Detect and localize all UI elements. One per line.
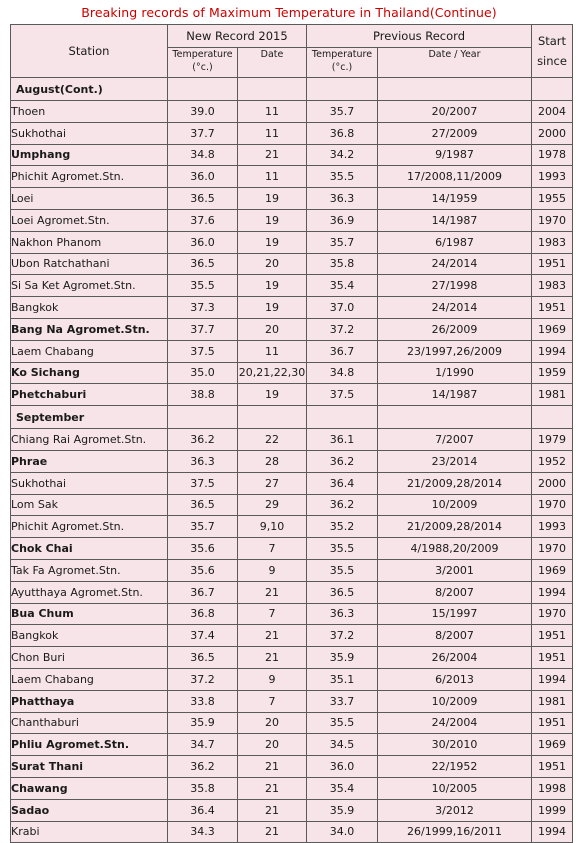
new-date-cell: 11 [238,101,307,123]
station-cell: Chawang [11,777,168,799]
new-temperature-cell: 36.0 [168,166,238,188]
previous-date-cell: 10/2009 [378,690,532,712]
table-row [11,538,573,560]
new-temperature-cell: 35.8 [168,777,238,799]
station-cell: Phichit Agromet.Stn. [11,516,168,538]
station-cell: Phrae [11,450,168,472]
new-temperature-cell: 36.0 [168,231,238,253]
page-title: Breaking records of Maximum Temperature in Thailand(Continue) [81,5,497,20]
section-row [11,78,573,101]
new-temperature-cell: 37.5 [168,340,238,362]
new-date-cell: 29 [238,494,307,516]
previous-date-cell: 23/2014 [378,450,532,472]
previous-temperature-cell: 35.9 [307,799,378,821]
previous-temperature-cell: 35.4 [307,275,378,297]
previous-temperature-cell: 34.5 [307,734,378,756]
table-body [11,78,573,843]
table-row [11,734,573,756]
new-date-cell: 21 [238,647,307,669]
previous-date-cell: 26/1999,16/2011 [378,821,532,843]
previous-temperature-cell: 35.5 [307,559,378,581]
table-row [11,777,573,799]
new-date-cell: 19 [238,188,307,210]
section-blank-cell [532,406,573,429]
table-row [11,690,573,712]
table-row [11,166,573,188]
new-temperature-cell: 36.2 [168,429,238,451]
new-temperature-cell: 37.7 [168,122,238,144]
previous-date-cell: 14/1959 [378,188,532,210]
table-row [11,472,573,494]
station-cell: Surat Thani [11,756,168,778]
table-row [11,188,573,210]
new-date-cell: 20 [238,318,307,340]
station-cell: Laem Chabang [11,668,168,690]
previous-temperature-cell: 36.3 [307,188,378,210]
previous-date-cell: 7/2007 [378,429,532,451]
new-date-cell: 21 [238,144,307,166]
section-blank-cell [307,78,378,101]
start-since-cell: 1978 [532,144,573,166]
station-cell: Ubon Ratchathani [11,253,168,275]
previous-date-cell: 20/2007 [378,101,532,123]
table-row [11,231,573,253]
table-row [11,209,573,231]
start-since-cell: 1994 [532,340,573,362]
previous-date-cell: 22/1952 [378,756,532,778]
station-cell: Si Sa Ket Agromet.Stn. [11,275,168,297]
start-since-cell: 1951 [532,756,573,778]
start-since-cell: 1999 [532,799,573,821]
section-label: September [11,406,168,429]
new-temperature-header [168,48,238,78]
new-temperature-cell: 36.5 [168,188,238,210]
previous-date-cell: 8/2007 [378,625,532,647]
previous-date-cell: 3/2012 [378,799,532,821]
new-temperature-cell: 35.9 [168,712,238,734]
table-row [11,603,573,625]
previous-date-cell: 21/2009,28/2014 [378,516,532,538]
section-blank-cell [378,406,532,429]
station-cell: Ko Sichang [11,362,168,384]
station-cell: Bua Chum [11,603,168,625]
previous-temperature-cell: 35.7 [307,101,378,123]
previous-date-cell: 9/1987 [378,144,532,166]
section-blank-cell [168,78,238,101]
table-row [11,122,573,144]
previous-date-cell: 8/2007 [378,581,532,603]
table-row [11,362,573,384]
table-row [11,668,573,690]
new-temperature-cell: 36.4 [168,799,238,821]
new-date-cell: 19 [238,275,307,297]
previous-date-cell: 10/2009 [378,494,532,516]
previous-temperature-cell: 35.5 [307,166,378,188]
previous-temperature-cell: 35.8 [307,253,378,275]
previous-temperature-cell: 35.1 [307,668,378,690]
previous-date-cell: 10/2005 [378,777,532,799]
new-date-cell: 28 [238,450,307,472]
records-table [10,24,573,843]
start-since-cell: 1951 [532,253,573,275]
start-since-cell: 1970 [532,538,573,560]
previous-date-cell: 30/2010 [378,734,532,756]
start-since-cell: 1994 [532,581,573,603]
temperature-unit: (°c.) [192,62,213,73]
table-row [11,144,573,166]
start-since-cell: 2004 [532,101,573,123]
start-since-cell: 1994 [532,821,573,843]
previous-temperature-cell: 36.2 [307,494,378,516]
new-temperature-cell: 34.8 [168,144,238,166]
new-temperature-cell: 37.3 [168,297,238,319]
station-cell: Chok Chai [11,538,168,560]
previous-temperature-cell: 35.4 [307,777,378,799]
new-date-cell: 9 [238,559,307,581]
previous-temperature-cell: 35.7 [307,231,378,253]
station-cell: Sukhothai [11,472,168,494]
new-date-cell: 19 [238,231,307,253]
new-date-cell: 19 [238,297,307,319]
previous-temperature-cell: 36.2 [307,450,378,472]
start-since-cell: 1981 [532,384,573,406]
new-temperature-cell: 33.8 [168,690,238,712]
section-label: August(Cont.) [11,78,168,101]
station-cell: Bang Na Agromet.Stn. [11,318,168,340]
station-cell: Loei [11,188,168,210]
station-cell: Bangkok [11,625,168,647]
table-row [11,756,573,778]
table-row [11,253,573,275]
section-blank-cell [238,78,307,101]
table-row [11,429,573,451]
new-date-cell: 19 [238,209,307,231]
previous-date-cell: 6/1987 [378,231,532,253]
station-cell: Laem Chabang [11,340,168,362]
new-temperature-cell: 35.5 [168,275,238,297]
previous-temperature-cell: 36.7 [307,340,378,362]
temperature-label: Temperature [311,49,373,60]
station-cell: Phichit Agromet.Stn. [11,166,168,188]
section-blank-cell [238,406,307,429]
station-cell: Phatthaya [11,690,168,712]
previous-temperature-cell: 35.2 [307,516,378,538]
new-date-cell: 9,10 [238,516,307,538]
table-row [11,516,573,538]
new-temperature-cell: 36.8 [168,603,238,625]
new-date-cell: 21 [238,625,307,647]
previous-date-cell: 17/2008,11/2009 [378,166,532,188]
new-date-cell: 11 [238,166,307,188]
previous-temperature-cell: 36.1 [307,429,378,451]
new-date-cell: 7 [238,538,307,560]
previous-record-header: Previous Record [307,25,532,48]
start-since-cell: 1970 [532,603,573,625]
table-row [11,821,573,843]
start-since-cell: 1969 [532,559,573,581]
station-cell: Chiang Rai Agromet.Stn. [11,429,168,451]
new-temperature-cell: 37.6 [168,209,238,231]
new-temperature-cell: 35.6 [168,538,238,560]
new-temperature-cell: 36.2 [168,756,238,778]
new-temperature-cell: 34.7 [168,734,238,756]
previous-date-cell: 26/2009 [378,318,532,340]
new-date-cell: 21 [238,581,307,603]
start-since-cell: 1955 [532,188,573,210]
table-row [11,799,573,821]
previous-temperature-cell: 37.2 [307,625,378,647]
start-since-cell: 1993 [532,166,573,188]
new-temperature-cell: 36.5 [168,494,238,516]
start-since-cell: 1981 [532,690,573,712]
new-temperature-cell: 34.3 [168,821,238,843]
table-row [11,647,573,669]
section-blank-cell [532,78,573,101]
previous-date-cell: 1/1990 [378,362,532,384]
new-record-header: New Record 2015 [168,25,307,48]
previous-temperature-cell: 37.2 [307,318,378,340]
new-date-header: Date [238,48,307,78]
section-blank-cell [307,406,378,429]
station-cell: Sukhothai [11,122,168,144]
previous-temperature-cell: 34.8 [307,362,378,384]
station-cell: Chon Buri [11,647,168,669]
previous-date-cell: 27/2009 [378,122,532,144]
previous-date-cell: 23/1997,26/2009 [378,340,532,362]
table-row [11,559,573,581]
new-date-cell: 27 [238,472,307,494]
new-temperature-cell: 35.7 [168,516,238,538]
new-date-cell: 11 [238,122,307,144]
previous-date-cell: 3/2001 [378,559,532,581]
station-cell: Bangkok [11,297,168,319]
new-date-cell: 7 [238,690,307,712]
table-row [11,581,573,603]
station-cell: Tak Fa Agromet.Stn. [11,559,168,581]
header-row-top [11,25,573,48]
previous-temperature-cell: 36.5 [307,581,378,603]
start-since-cell: 1970 [532,494,573,516]
start-since-cell: 1983 [532,275,573,297]
station-cell: Chanthaburi [11,712,168,734]
table-row [11,625,573,647]
previous-temperature-cell: 35.5 [307,538,378,560]
table-row [11,450,573,472]
new-temperature-cell: 37.2 [168,668,238,690]
section-row [11,406,573,429]
previous-temperature-cell: 36.4 [307,472,378,494]
start-since-header: Start since [532,25,573,78]
start-since-cell: 1951 [532,647,573,669]
table-row [11,340,573,362]
new-temperature-cell: 36.5 [168,647,238,669]
start-since-cell: 1951 [532,712,573,734]
new-date-cell: 22 [238,429,307,451]
new-date-cell: 20 [238,734,307,756]
start-since-cell: 1993 [532,516,573,538]
new-date-cell: 9 [238,668,307,690]
start-since-cell: 1969 [532,734,573,756]
start-since-cell: 2000 [532,472,573,494]
previous-date-cell: 14/1987 [378,384,532,406]
station-cell: Thoen [11,101,168,123]
previous-temperature-cell: 34.0 [307,821,378,843]
previous-date-cell: 27/1998 [378,275,532,297]
previous-date-cell: 24/2004 [378,712,532,734]
previous-temperature-cell: 36.0 [307,756,378,778]
section-blank-cell [378,78,532,101]
new-temperature-cell: 38.8 [168,384,238,406]
new-date-cell: 21 [238,756,307,778]
temperature-unit: (°c.) [331,62,353,73]
table-row [11,494,573,516]
previous-date-cell: 15/1997 [378,603,532,625]
start-since-cell: 1994 [532,668,573,690]
new-date-cell: 7 [238,603,307,625]
new-date-cell: 21 [238,799,307,821]
new-temperature-cell: 37.4 [168,625,238,647]
table-row [11,318,573,340]
new-temperature-cell: 36.3 [168,450,238,472]
previous-temperature-header [307,48,378,78]
new-date-cell: 21 [238,777,307,799]
station-cell: Ayutthaya Agromet.Stn. [11,581,168,603]
station-cell: Umphang [11,144,168,166]
new-temperature-cell: 37.5 [168,472,238,494]
start-since-cell: 1951 [532,625,573,647]
new-date-cell: 21 [238,821,307,843]
new-date-cell: 20,21,22,30 [238,362,307,384]
station-cell: Nakhon Phanom [11,231,168,253]
new-temperature-cell: 36.5 [168,253,238,275]
section-blank-cell [168,406,238,429]
previous-date-header: Date / Year [378,48,532,78]
previous-date-cell: 14/1987 [378,209,532,231]
previous-temperature-cell: 34.2 [307,144,378,166]
table-row [11,275,573,297]
start-since-cell: 1979 [532,429,573,451]
start-since-cell: 1959 [532,362,573,384]
table-row [11,712,573,734]
previous-date-cell: 21/2009,28/2014 [378,472,532,494]
new-date-cell: 19 [238,384,307,406]
start-since-cell: 1952 [532,450,573,472]
previous-date-cell: 26/2004 [378,647,532,669]
start-since-cell: 1969 [532,318,573,340]
previous-temperature-cell: 35.5 [307,712,378,734]
station-cell: Phetchaburi [11,384,168,406]
start-since-cell: 1998 [532,777,573,799]
temperature-label: Temperature [172,49,233,60]
station-cell: Sadao [11,799,168,821]
station-cell: Loei Agromet.Stn. [11,209,168,231]
station-cell: Phliu Agromet.Stn. [11,734,168,756]
previous-temperature-cell: 37.0 [307,297,378,319]
start-since-cell: 1983 [532,231,573,253]
previous-date-cell: 24/2014 [378,253,532,275]
previous-temperature-cell: 36.9 [307,209,378,231]
new-temperature-cell: 39.0 [168,101,238,123]
previous-temperature-cell: 37.5 [307,384,378,406]
start-since-cell: 2000 [532,122,573,144]
previous-temperature-cell: 36.3 [307,603,378,625]
new-date-cell: 20 [238,253,307,275]
previous-temperature-cell: 35.9 [307,647,378,669]
new-temperature-cell: 37.7 [168,318,238,340]
previous-temperature-cell: 36.8 [307,122,378,144]
station-cell: Lom Sak [11,494,168,516]
table-row [11,101,573,123]
station-header: Station [11,25,168,78]
new-temperature-cell: 35.0 [168,362,238,384]
start-since-cell: 1951 [532,297,573,319]
station-cell: Krabi [11,821,168,843]
new-temperature-cell: 35.6 [168,559,238,581]
table-row [11,384,573,406]
previous-date-cell: 4/1988,20/2009 [378,538,532,560]
new-temperature-cell: 36.7 [168,581,238,603]
table-row [11,297,573,319]
previous-date-cell: 24/2014 [378,297,532,319]
new-date-cell: 11 [238,340,307,362]
start-since-cell: 1970 [532,209,573,231]
new-date-cell: 20 [238,712,307,734]
previous-temperature-cell: 33.7 [307,690,378,712]
previous-date-cell: 6/2013 [378,668,532,690]
